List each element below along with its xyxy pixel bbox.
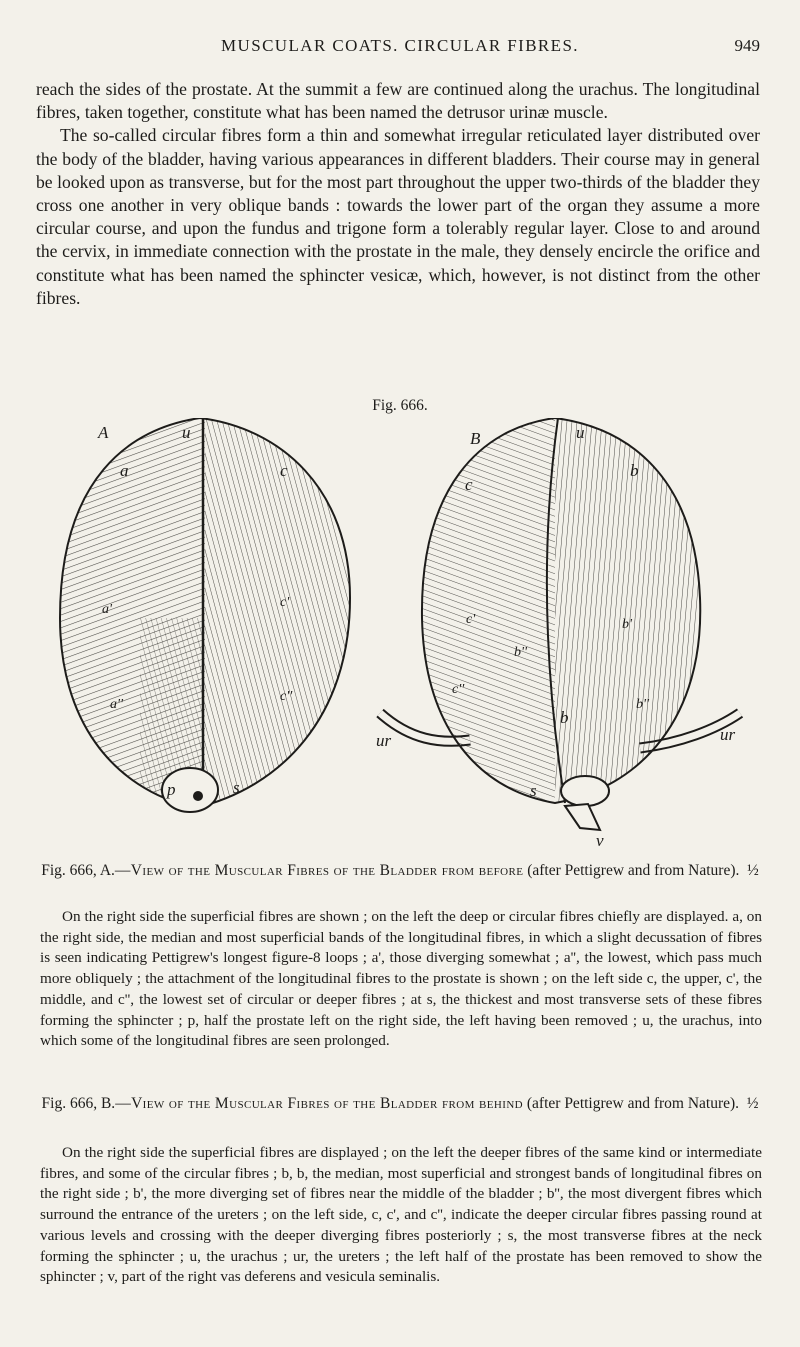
label-b-s: s <box>530 781 537 800</box>
label-a-u: u <box>182 423 191 442</box>
running-head <box>40 36 760 60</box>
figure-666 <box>40 418 760 848</box>
caption-b-fig: Fig. 666, B. <box>41 1095 116 1112</box>
bladder-view-a <box>40 418 365 818</box>
caption-b-after: (after Pettigrew and from Nature). <box>523 1095 740 1112</box>
label-b-c: c <box>465 475 473 494</box>
caption-a-body: On the right side the superficial fibres are shown ; on the left the deep or circular fibres chiefly are displayed. a, on the right side, the median and most superficial bands of the longitudinal fibres, in which a slight decussation of fibres is seen indicating Pettigrew's longest figure-8 loops ; a', those diverging somewhat ; a'', the lowest, which pass much more obliquely ; the attachment of the longitudinal fibres to the prostate is shown ; on the left side c, the upper, c', the middle, and c'', the lowest set of circular or deeper fibres ; at s, the thickest and most transverse sets of these fibres forming the sphincter ; p, half the prostate left on the right side, the left having been removed ; u, the urachus, into which some of the longitudinal fibres are seen prolonged. <box>40 908 762 1050</box>
caption-a-scale: ½ <box>747 862 759 879</box>
bladder-illustration <box>40 418 760 848</box>
label-b-panel: B <box>470 429 481 448</box>
label-a-c-double: c'' <box>280 689 293 704</box>
label-a-a-prime: a' <box>102 602 112 617</box>
caption-b-body: On the right side the superficial fibres are displayed ; on the left the deeper fibres of the same kind or intermediate fibres, and some of the circular fibres ; b, b, the median, most superficial and strongest bands of longitudinal fibres on the right side ; b', the more diverging set of fibres near the middle of the bladder ; b'', the most divergent fibres which surround the entrance of the ureters ; on the left side, c, c', and c'', indicate the deeper circular fibres passing round at various levels and crossing with the deeper diverging fibres posteriorly ; s, the most transverse fibres at the neck forming the sphincter ; u, the urachus ; ur, the ureters ; the left half of the prostate has been removed to show the sphincter ; v, part of the right vas deferens and vesicula seminalis. <box>40 1144 762 1286</box>
caption-a-fig: Fig. 666, A. <box>41 862 115 879</box>
page-number: 949 <box>734 36 760 55</box>
caption-b-scale: ½ <box>746 1095 759 1112</box>
label-b-u: u <box>576 423 585 442</box>
label-b-ur-left: ur <box>376 731 392 750</box>
label-a-panel: A <box>98 423 109 442</box>
figure-label: Fig. 666. <box>372 397 428 414</box>
body-text <box>36 78 760 310</box>
caption-a-after: (after Pettigrew and from Nature). <box>523 862 740 879</box>
label-a-c-prime: c' <box>280 595 290 610</box>
label-a-s: s <box>233 778 240 797</box>
label-b-b: b <box>630 461 639 480</box>
label-a-c: c <box>280 461 288 480</box>
label-b-ur-right: ur <box>720 725 736 744</box>
bladder-view-b <box>376 418 740 848</box>
caption-b-heading <box>40 1093 760 1114</box>
caption-b-title: —View of the Muscular Fibres of the Bladder from behind <box>115 1095 524 1112</box>
running-title: MUSCULAR COATS. CIRCULAR FIBRES. <box>221 36 579 55</box>
body-paragraph-2: The so-called circular fibres form a thin and somewhat irregular reticulated layer distributed over the body of the bladder, having various appearances in different bladders. Their course may in general be looked upon as transverse, but for the most part throughout the upper two-thirds of the bladder they cross one another in very oblique bands : towards the lower part of the organ they assume a more circular course, and upon the fundus and trigone form a tolerably regular layer. Close to and around the cervix, in immediate connection with the prostate in the male, they densely encircle the orifice and constitute what has been named the sphincter vesicæ, which, however, is not distinct from the other fibres. <box>36 125 760 308</box>
body-paragraph-1: reach the sides of the prostate. At the summit a few are continued along the urachus. The longitudinal fibres, taken together, constitute what has been named the detrusor urinæ muscle. <box>36 79 760 123</box>
label-a-a: a <box>120 461 129 480</box>
label-b-c-double: c'' <box>452 682 465 697</box>
caption-a-heading <box>40 860 760 881</box>
label-b-b-prime: b' <box>622 617 632 632</box>
label-b-b-double-1: b'' <box>514 645 527 660</box>
label-b-b-double-2: b'' <box>636 697 649 712</box>
label-a-p: p <box>167 780 176 799</box>
label-b-v: v <box>596 831 604 848</box>
label-b-b-low: b <box>560 708 569 727</box>
label-b-c-prime: c' <box>466 612 476 627</box>
label-a-a-double: a'' <box>110 697 123 712</box>
caption-a-title: —View of the Muscular Fibres of the Bladder from before <box>114 862 524 879</box>
